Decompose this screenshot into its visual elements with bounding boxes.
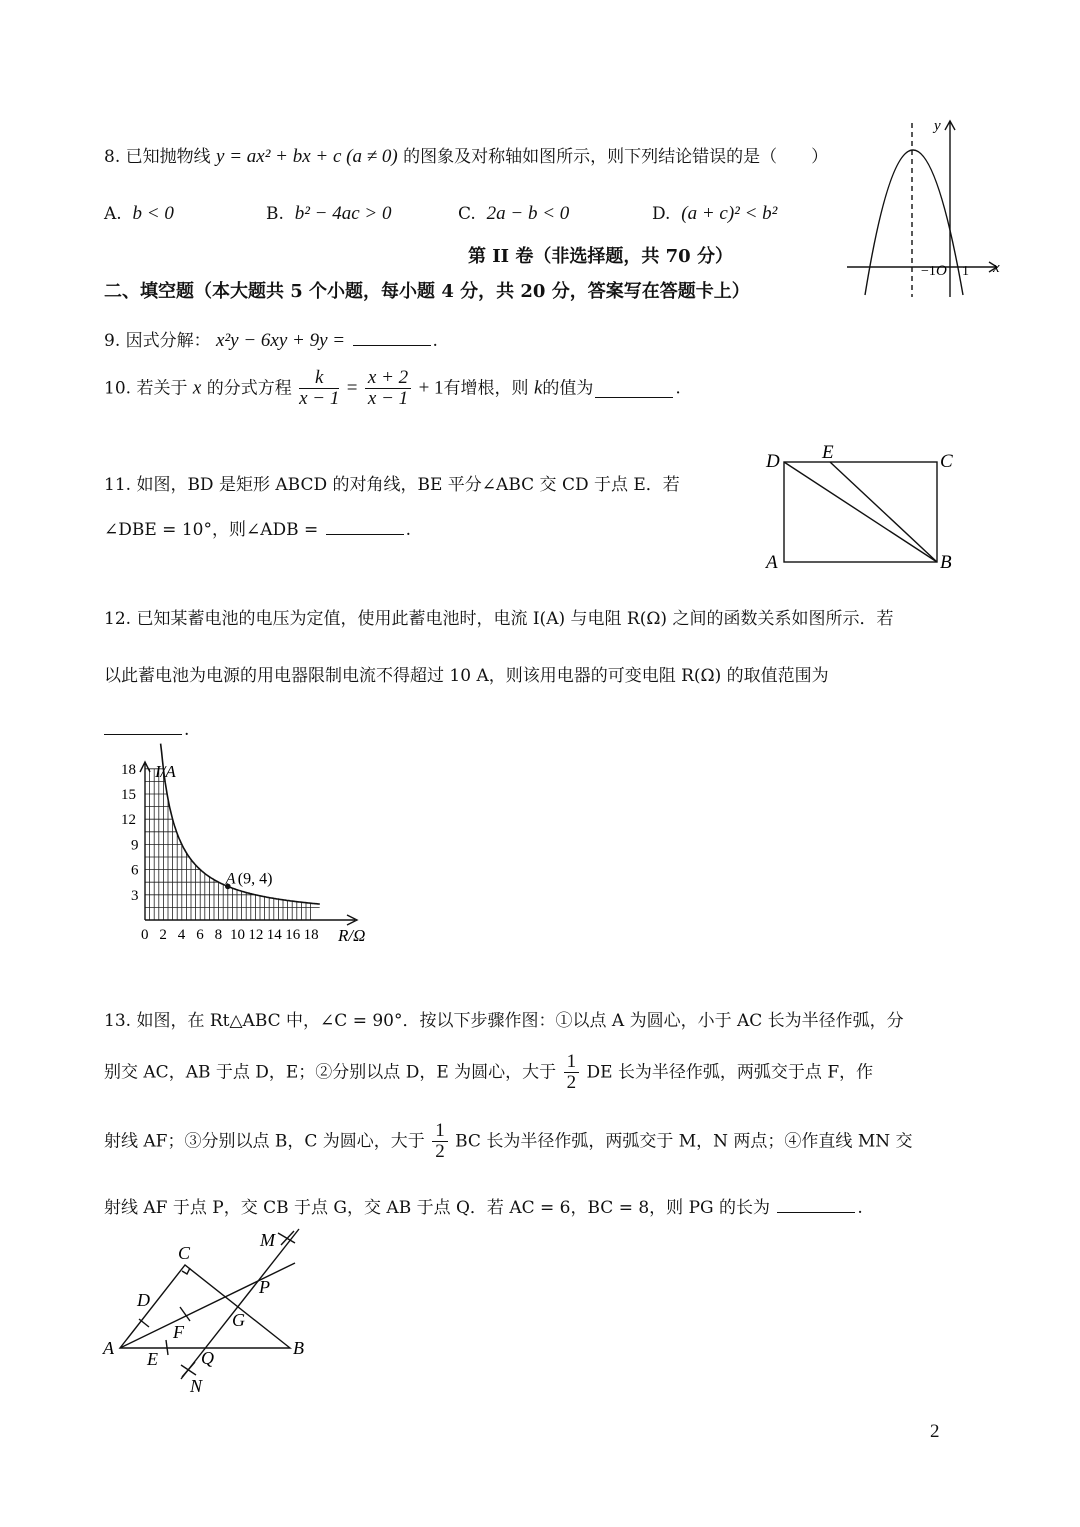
chart-point-a-label: A (225, 870, 236, 888)
q11-line2 (104, 516, 411, 542)
label-d: D (137, 1290, 150, 1310)
q8-stem-suffix: 的图象及对称轴如图所示，则下列结论错误的是（ ） (403, 147, 829, 167)
x-tick-label: 2 (159, 927, 167, 943)
q8-parabola-figure (845, 115, 1005, 305)
period: . (405, 520, 412, 540)
q9 (104, 327, 438, 353)
q11-rectangle-figure (760, 440, 960, 580)
x-tick-label: 12 (248, 927, 264, 943)
equals-sign: = (346, 377, 358, 399)
option-label: B. (266, 204, 284, 224)
q8-option-a (104, 202, 174, 226)
q13-line4 (104, 1194, 863, 1220)
x-tick-label: 4 (177, 927, 186, 943)
x-tick-label: 18 (303, 927, 319, 943)
q10-tail1: 有增根，则 (443, 378, 529, 399)
plus-one: + 1 (418, 377, 444, 399)
y-tick-label: 18 (121, 761, 136, 778)
bisector-be (830, 462, 937, 562)
label-a: A (766, 552, 778, 573)
q10 (104, 368, 681, 409)
x-tick-label: 10 (230, 927, 245, 943)
label-c: C (940, 451, 953, 472)
q11-line1: 11. 如图，BD 是矩形 ABCD 的对角线，BE 平分∠ABC 交 CD 于点 E．若 (104, 475, 680, 495)
numerator: k (299, 368, 339, 389)
q13-line3 (104, 1121, 913, 1162)
label-b: B (293, 1338, 304, 1358)
q10-tail2: 的值为 (542, 378, 594, 399)
q13-line2-end: DE 长为半径作弧，两弧交于点 F，作 (586, 1062, 874, 1083)
x-tick-label: 6 (196, 927, 204, 943)
y-tick-label: 12 (121, 812, 136, 829)
q13-line4-text: 射线 AF 于点 P，交 CB 于点 G，交 AB 于点 Q．若 AC = 6，BC = 8，则 PG 的长为 (104, 1198, 770, 1218)
answer-blank (777, 1194, 855, 1213)
q8-formula: y = ax² + bx + c (a ≠ 0) (216, 146, 398, 167)
x-axis-label: x (993, 260, 1000, 276)
option-text: b < 0 (132, 203, 174, 224)
denominator: x − 1 (299, 388, 340, 409)
q13-line2 (104, 1052, 873, 1093)
q12-line2: 以此蓄电池为电源的用电器限制电流不得超过 10 A，则该用电器的可变电阻 R(Ω) 的取值范围为 (104, 666, 829, 686)
answer-blank (353, 327, 431, 346)
x-tick-label: 16 (285, 927, 301, 943)
label-p: P (259, 1277, 270, 1297)
label-e: E (147, 1349, 158, 1369)
option-text: b² − 4ac > 0 (294, 203, 392, 224)
label-g: G (232, 1310, 245, 1330)
answer-blank (595, 379, 673, 398)
q10-k: k (533, 377, 543, 399)
q10-lhs-fraction (299, 368, 339, 409)
answer-blank (104, 716, 182, 735)
numerator: 1 (564, 1052, 580, 1073)
q8-option-c (458, 202, 569, 226)
chart-point-a-coords: (9, 4) (237, 870, 273, 888)
q11-line2-text: ∠DBE = 10°，则∠ADB = (104, 520, 319, 540)
period: . (184, 720, 190, 740)
one-tick: 1 (962, 264, 969, 279)
origin-label: O (936, 263, 947, 279)
q13-triangle-figure (95, 1225, 335, 1395)
label-q: Q (201, 1348, 214, 1368)
minus-one-tick: −1 (921, 264, 936, 279)
denominator: 2 (435, 1141, 445, 1162)
half-fraction (432, 1121, 448, 1162)
x-tick-label: 8 (214, 927, 223, 943)
q8-stem-prefix: 8. 已知抛物线 (104, 147, 211, 167)
q10-mid: 的分式方程 (206, 378, 292, 399)
q13-line3-start: 射线 AF；③分别以点 B，C 为圆心，大于 (104, 1131, 425, 1152)
denominator: 2 (566, 1072, 577, 1093)
x-tick-label: 0 (141, 927, 149, 943)
label-f: F (173, 1322, 184, 1342)
option-label: C. (458, 204, 476, 224)
label-n: N (190, 1376, 203, 1396)
y-tick-label: 6 (131, 862, 139, 879)
option-label: A. (104, 204, 122, 224)
denominator: x − 1 (367, 388, 409, 409)
q8-option-d (652, 202, 777, 226)
q12-line1: 12. 已知某蓄电池的电压为定值，使用此蓄电池时，电流 I(A) 与电阻 R(Ω) 之间的函数关系如图所示．若 (104, 609, 894, 629)
label-m: M (260, 1230, 275, 1250)
label-a: A (103, 1338, 114, 1358)
option-label: D. (652, 204, 671, 224)
q13-line2-start: 别交 AC，AB 于点 D，E；②分别以点 D，E 为圆心，大于 (104, 1062, 557, 1083)
y-tick-label: 9 (131, 837, 139, 854)
q8-stem (104, 145, 828, 169)
arc-mark-d (139, 1319, 149, 1327)
chart-x-label: R/Ω (338, 926, 366, 945)
option-text: (a + c)² < b² (681, 203, 778, 224)
label-c: C (178, 1243, 191, 1263)
label-b: B (940, 552, 952, 573)
page-number: 2 (930, 1421, 940, 1442)
option-text: 2a − b < 0 (486, 203, 570, 224)
label-d: D (766, 451, 780, 472)
answer-blank (326, 516, 404, 535)
label-e: E (822, 442, 834, 463)
line-mn (181, 1229, 299, 1379)
q10-rhs-fraction (365, 368, 411, 409)
diagonal-bd (784, 462, 937, 562)
q8-option-b (266, 202, 392, 226)
chart-y-label: I/A (155, 762, 176, 781)
section2-title: 第 II 卷（非选择题，共 70 分） (468, 246, 733, 267)
arc-mark-e (166, 1340, 168, 1355)
q13-line1: 13. 如图，在 Rt△ABC 中，∠C = 90°．按以下步骤作图：①以点 A 为圆心，小于 AC 长为半径作弧，分 (104, 1011, 904, 1031)
q9-expression: x²y − 6xy + 9y = (216, 330, 346, 351)
period: . (857, 1198, 863, 1218)
x-tick-label: 14 (266, 927, 282, 943)
period: . (432, 331, 438, 351)
y-axis-label: y (934, 118, 941, 134)
q13-line3-end: BC 长为半径作弧，两弧交于 M，N 两点；④作直线 MN 交 (455, 1131, 913, 1152)
q9-prefix: 9. 因式分解： (104, 331, 211, 351)
half-fraction (564, 1052, 580, 1093)
q10-var: x (192, 377, 202, 399)
q12-line3 (104, 716, 189, 742)
fill-in-title: 二、填空题（本大题共 5 个小题，每小题 4 分，共 20 分，答案写在答题卡上） (104, 281, 750, 302)
arc-mark-n2 (182, 1362, 195, 1377)
parabola-curve (865, 150, 963, 295)
y-tick-label: 3 (131, 887, 139, 904)
numerator: 1 (432, 1121, 448, 1142)
q10-prefix: 10. 若关于 (104, 378, 188, 399)
numerator: x + 2 (365, 368, 411, 389)
y-tick-label: 15 (121, 787, 136, 803)
period: . (675, 378, 681, 399)
right-angle-mark (182, 1268, 190, 1274)
q12-current-resistance-chart (100, 755, 400, 955)
